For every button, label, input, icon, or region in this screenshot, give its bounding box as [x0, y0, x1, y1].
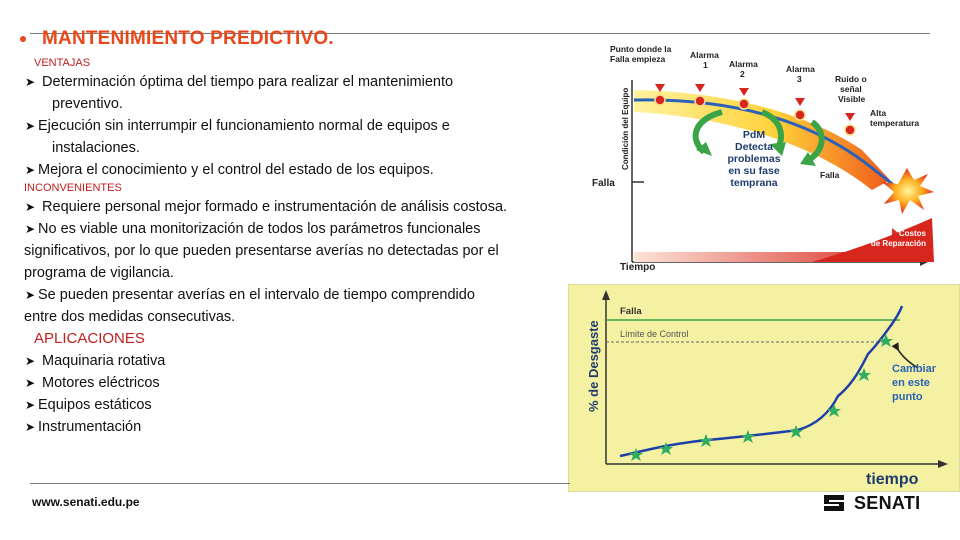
aplicacion-1: Maquinaria rotativa — [42, 353, 166, 369]
ventaja-1-line1: Determinación óptima del tiempo para realizar el mantenimiento — [42, 74, 454, 90]
pdm-label-1: PdM — [742, 129, 766, 141]
wear-limite-label: Límite de Control — [620, 329, 689, 339]
alarma2-number: 2 — [740, 69, 745, 79]
slide-title: MANTENIMIENTO PREDICTIVO. — [42, 28, 334, 49]
arrow-bullet-icon: ➤ — [25, 354, 36, 368]
alarma2-label: Alarma — [729, 59, 758, 69]
cambiar-label-1: Cambiar — [892, 363, 937, 375]
costos-label-1: Costos — [898, 229, 926, 238]
aplicacion-2: Motores eléctricos — [42, 375, 160, 391]
alarma1-number: 1 — [703, 60, 708, 70]
wear-curve-figure — [568, 284, 960, 492]
falla-left-label: Falla — [592, 178, 615, 189]
ventaja-1-line2: preventivo. — [52, 96, 123, 112]
wear-falla-label: Falla — [620, 306, 642, 317]
senati-logo-icon — [820, 489, 848, 517]
pdm-label-5: temprana — [730, 177, 778, 189]
ventaja-item-3 — [24, 159, 594, 181]
falla-right-label: Falla — [820, 170, 840, 180]
aplicacion-4: Instrumentación — [38, 419, 142, 435]
arrow-bullet-icon: ➤ — [25, 398, 36, 412]
ventaja-3-line1: Mejora el conocimiento y el control del estado de los equipos. — [38, 162, 434, 178]
arrow-bullet-icon: ➤ — [25, 222, 36, 236]
ruido-label-2: señal — [840, 84, 862, 94]
aplicacion-item-2 — [24, 372, 594, 394]
arrow-bullet-icon: ➤ — [25, 163, 36, 177]
senati-logo-text: SENATI — [854, 492, 921, 513]
inconveniente-item-2 — [24, 218, 594, 240]
arrow-bullet-icon: ➤ — [25, 75, 36, 89]
title-bullet — [20, 36, 26, 42]
inconveniente-3-line1: Se pueden presentar averías en el intervalo de tiempo comprendido — [38, 287, 475, 303]
arrow-bullet-icon: ➤ — [25, 420, 36, 434]
inconveniente-2-line3: programa de vigilancia. — [24, 265, 174, 281]
arrow-bullet-icon: ➤ — [25, 288, 36, 302]
ventaja-2-line2: instalaciones. — [52, 140, 140, 156]
inconveniente-item-3 — [24, 284, 594, 306]
ventaja-item-1 — [24, 71, 594, 115]
alarma3-label: Alarma — [786, 64, 815, 74]
arrow-bullet-icon: ➤ — [25, 376, 36, 390]
inconveniente-item-1 — [24, 196, 594, 218]
punto-label-1: Punto donde la — [610, 44, 672, 54]
ruido-label-1: Ruido o — [835, 74, 867, 84]
pdm-label-3: problemas — [727, 153, 781, 165]
pdm-label-2: Detecta — [735, 141, 773, 153]
costos-label-2: de Reparación — [870, 239, 926, 248]
aplicacion-item-3 — [24, 394, 594, 416]
arrow-bullet-icon: ➤ — [25, 119, 36, 133]
wear-x-axis-label: tiempo — [866, 471, 919, 488]
slide-body — [24, 56, 594, 438]
ventajas-heading: VENTAJAS — [34, 57, 91, 69]
aplicacion-item-4 — [24, 416, 594, 438]
footer-url: www.senati.edu.pe — [32, 495, 140, 509]
pdm-label-4: en su fase — [728, 165, 780, 177]
pf-y-axis-label: Condición del Equipo — [621, 87, 630, 170]
aplicaciones-heading: APLICACIONES — [34, 330, 145, 347]
inconveniente-1-line1: Requiere personal mejor formado e instrumentación de análisis costosa. — [42, 199, 508, 215]
cambiar-label-2: en este — [892, 377, 930, 389]
punto-label-2: Falla empieza — [610, 54, 666, 64]
senati-logo — [820, 489, 920, 517]
arrow-bullet-icon: ➤ — [25, 200, 36, 214]
alta-label-2: temperatura — [870, 118, 920, 128]
inconvenientes-heading: INCONVENIENTES — [24, 182, 122, 194]
alarma3-number: 3 — [797, 74, 802, 84]
failure-explosion-icon — [882, 168, 934, 214]
ventaja-item-2 — [24, 115, 594, 159]
inconveniente-3-line2: entre dos medidas consecutivas. — [24, 309, 236, 325]
ventaja-2-line1: Ejecución sin interrumpir el funcionamiento normal de equipos e — [38, 118, 450, 134]
cambiar-label-3: punto — [892, 391, 923, 403]
inconveniente-2-line1: No es viable una monitorización de todos los parámetros funcionales — [38, 221, 481, 237]
wear-y-axis-label: % de Desgaste — [586, 320, 601, 412]
aplicacion-item-1 — [24, 350, 594, 372]
pf-x-axis-label: Tiempo — [620, 262, 656, 273]
bottom-divider — [30, 483, 570, 484]
aplicacion-3: Equipos estáticos — [38, 397, 152, 413]
alarma1-label: Alarma — [690, 50, 719, 60]
ruido-label-3: Visible — [838, 94, 866, 104]
pf-curve-figure — [572, 40, 950, 278]
inconveniente-2-line2: significativos, por lo que pueden presentarse averías no detectadas por el — [24, 243, 499, 259]
alta-label-1: Alta — [870, 108, 887, 118]
